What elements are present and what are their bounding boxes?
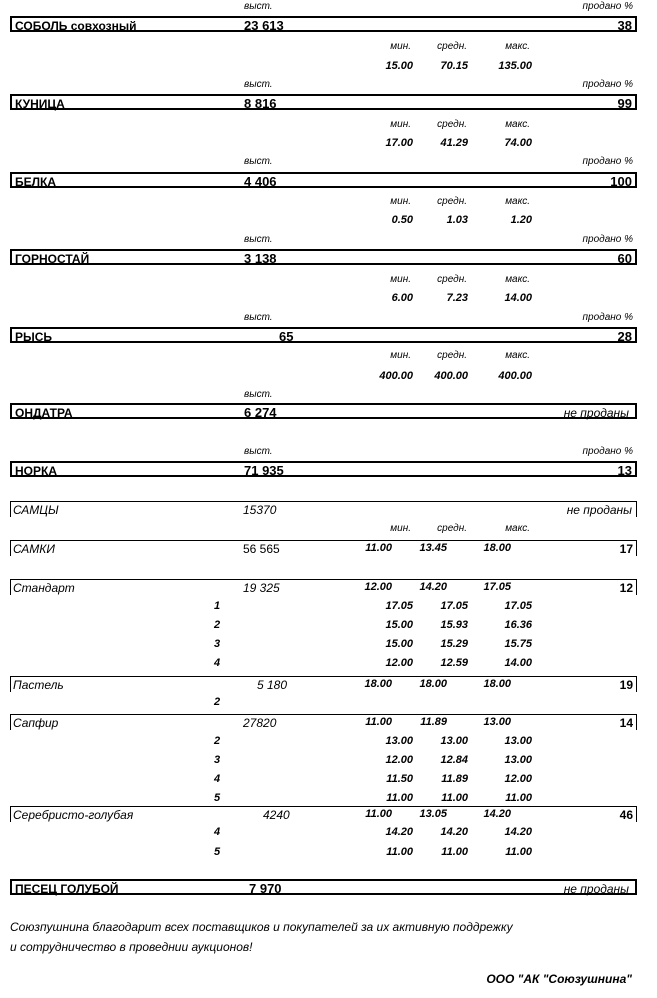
not-sold-status: не проданы	[566, 503, 632, 517]
fur-qty: 23 613	[244, 18, 284, 33]
fur-qty: 4 406	[244, 174, 277, 189]
min-value: 11.50	[386, 773, 413, 785]
max-value: 14.00	[504, 657, 532, 669]
avg-value: 400.00	[434, 370, 468, 382]
sold-pct-label: продано %	[582, 446, 633, 457]
vyst-label: выст.	[244, 79, 273, 90]
max-value: 11.00	[505, 792, 532, 804]
max-value: 17.05	[483, 581, 511, 593]
max-value: 400.00	[498, 370, 532, 382]
mink-qty: 56 565	[243, 542, 280, 556]
max-label: макс.	[505, 350, 530, 361]
fur-qty: 71 935	[244, 463, 284, 478]
grade-number: 4	[214, 826, 221, 838]
fur-qty: 3 138	[244, 251, 277, 266]
min-value: 15.00	[385, 619, 413, 631]
avg-value: 11.00	[441, 846, 468, 858]
avg-label: средн.	[437, 350, 467, 361]
avg-value: 70.15	[440, 60, 468, 72]
max-value: 14.20	[483, 808, 511, 820]
max-value: 11.00	[505, 846, 532, 858]
mink-qty: 5 180	[257, 678, 288, 692]
min-value: 400.00	[379, 370, 413, 382]
max-value: 1.20	[510, 214, 532, 226]
fur-pct: 13	[617, 463, 632, 478]
avg-value: 13.00	[440, 735, 468, 747]
max-value: 17.05	[504, 600, 532, 612]
mink-name: Пастель	[13, 678, 64, 692]
avg-value: 13.45	[419, 542, 447, 554]
samki-row	[10, 540, 637, 556]
ondatra-row	[10, 403, 637, 419]
not-sold-status: не проданы	[563, 406, 629, 420]
avg-label: средн.	[437, 196, 467, 207]
norka-row	[10, 461, 637, 477]
fur-name: БЕЛКА	[15, 175, 57, 189]
max-label: макс.	[505, 196, 530, 207]
min-label: мин.	[390, 523, 411, 534]
grade-number: 1	[214, 600, 221, 612]
sold-pct-label: продано %	[582, 1, 633, 12]
grade-number: 2	[214, 696, 221, 708]
vyst-label: выст.	[244, 446, 273, 457]
mink-name: САМЦЫ	[13, 503, 59, 517]
avg-value: 17.05	[440, 600, 468, 612]
min-value: 12.00	[364, 581, 392, 593]
fur-pct: 99	[617, 96, 632, 111]
min-value: 0.50	[391, 214, 413, 226]
vyst-label: выст.	[244, 312, 273, 323]
max-value: 13.00	[504, 754, 532, 766]
max-value: 15.75	[504, 638, 532, 650]
samcy-row	[10, 501, 637, 517]
serebristo-row	[10, 806, 637, 822]
max-label: макс.	[505, 119, 530, 130]
min-value: 12.00	[385, 754, 413, 766]
fur-name: КУНИЦА	[15, 97, 65, 111]
fur-qty: 65	[279, 329, 294, 344]
grade-number: 5	[214, 846, 221, 858]
sold-pct-label: продано %	[582, 79, 633, 90]
fur-qty: 8 816	[244, 96, 277, 111]
pesec-row	[10, 879, 637, 895]
grade-number: 5	[214, 792, 221, 804]
fur-name: ГОРНОСТАЙ	[15, 252, 90, 266]
mink-pct: 46	[619, 808, 633, 822]
max-value: 14.20	[504, 826, 532, 838]
max-value: 18.00	[483, 542, 511, 554]
mink-pct: 12	[619, 581, 633, 595]
avg-value: 7.23	[446, 292, 468, 304]
max-value: 13.00	[483, 716, 511, 728]
vyst-label: выст.	[244, 156, 273, 167]
max-value: 13.00	[504, 735, 532, 747]
max-label: макс.	[505, 274, 530, 285]
mink-pct: 17	[619, 542, 633, 556]
max-value: 135.00	[498, 60, 532, 72]
min-value: 6.00	[391, 292, 413, 304]
grade-number: 3	[214, 754, 221, 766]
sapfir-row	[10, 714, 637, 730]
avg-value: 14.20	[419, 581, 447, 593]
max-value: 12.00	[504, 773, 532, 785]
kunica-row	[10, 94, 637, 110]
avg-label: средн.	[437, 274, 467, 285]
sobol-row	[10, 16, 637, 32]
mink-name: Стандарт	[13, 581, 75, 595]
mink-qty: 15370	[243, 503, 277, 517]
fur-pct: 38	[617, 18, 632, 33]
fur-pct: 100	[610, 174, 632, 189]
min-label: мин.	[390, 41, 411, 52]
avg-value: 14.20	[440, 826, 468, 838]
fur-pct: 60	[617, 251, 632, 266]
grade-number: 2	[214, 619, 221, 631]
avg-value: 11.00	[441, 792, 468, 804]
min-label: мин.	[390, 350, 411, 361]
avg-value: 13.05	[419, 808, 447, 820]
fur-qty: 7 970	[249, 881, 282, 896]
min-value: 12.00	[385, 657, 413, 669]
min-value: 14.20	[385, 826, 413, 838]
max-label: макс.	[505, 523, 530, 534]
fur-name: РЫСЬ	[15, 330, 53, 344]
max-value: 14.00	[504, 292, 532, 304]
mink-name: САМКИ	[13, 542, 55, 556]
min-value: 11.00	[365, 808, 392, 820]
mink-qty: 19 325	[243, 581, 280, 595]
vyst-label: выст.	[244, 234, 273, 245]
avg-value: 11.89	[441, 773, 468, 785]
sold-pct-label: продано %	[582, 312, 633, 323]
max-value: 16.36	[504, 619, 532, 631]
avg-label: средн.	[437, 119, 467, 130]
mink-name: Серебристо-голубая	[13, 808, 134, 822]
rys-row	[10, 327, 637, 343]
grade-number: 4	[214, 657, 221, 669]
avg-value: 15.29	[440, 638, 468, 650]
standart-row	[10, 579, 637, 595]
pastel-row	[10, 676, 637, 692]
avg-value: 41.29	[440, 137, 468, 149]
min-label: мин.	[390, 119, 411, 130]
min-value: 13.00	[385, 735, 413, 747]
mink-qty: 27820	[243, 716, 277, 730]
gornostai-row	[10, 249, 637, 265]
grade-number: 3	[214, 638, 221, 650]
not-sold-status: не проданы	[563, 882, 629, 896]
footer-thanks-line2: и сотрудничество в проведнии аукционов!	[10, 940, 253, 954]
avg-value: 12.59	[440, 657, 468, 669]
min-label: мин.	[390, 196, 411, 207]
min-value: 18.00	[364, 678, 392, 690]
min-value: 17.05	[385, 600, 413, 612]
fur-qty: 6 274	[244, 405, 277, 420]
mink-pct: 19	[619, 678, 633, 692]
footer-signature: ООО "АК "Союзушнина"	[486, 972, 632, 986]
min-value: 15.00	[385, 60, 413, 72]
mink-pct: 14	[619, 716, 633, 730]
sold-pct-label: продано %	[582, 156, 633, 167]
avg-value: 18.00	[419, 678, 447, 690]
footer-thanks-line1: Союзпушнина благодарит всех поставщиков и покупателей за их активную поддрежку	[10, 920, 513, 934]
mink-qty: 4240	[263, 808, 290, 822]
mink-name: Сапфир	[13, 716, 59, 730]
min-value: 11.00	[365, 542, 392, 554]
min-label: мин.	[390, 274, 411, 285]
min-value: 11.00	[386, 846, 413, 858]
avg-label: средн.	[437, 523, 467, 534]
min-value: 15.00	[385, 638, 413, 650]
vyst-label: выст.	[244, 1, 273, 12]
avg-value: 12.84	[440, 754, 468, 766]
avg-label: средн.	[437, 41, 467, 52]
avg-value: 11.89	[420, 716, 447, 728]
max-value: 74.00	[504, 137, 532, 149]
vyst-label: выст.	[244, 389, 273, 400]
min-value: 17.00	[385, 137, 413, 149]
avg-value: 1.03	[446, 214, 468, 226]
fur-name: НОРКА	[15, 464, 57, 478]
sold-pct-label: продано %	[582, 234, 633, 245]
grade-number: 4	[214, 773, 221, 785]
fur-pct: 28	[617, 329, 632, 344]
fur-name: ОНДАТРА	[15, 406, 73, 420]
belka-row	[10, 172, 637, 188]
min-value: 11.00	[386, 792, 413, 804]
max-label: макс.	[505, 41, 530, 52]
avg-value: 15.93	[440, 619, 468, 631]
fur-name: СОБОЛЬ совхозный	[15, 19, 137, 33]
fur-name: ПЕСЕЦ ГОЛУБОЙ	[15, 882, 119, 896]
min-value: 11.00	[365, 716, 392, 728]
grade-number: 2	[214, 735, 221, 747]
max-value: 18.00	[483, 678, 511, 690]
